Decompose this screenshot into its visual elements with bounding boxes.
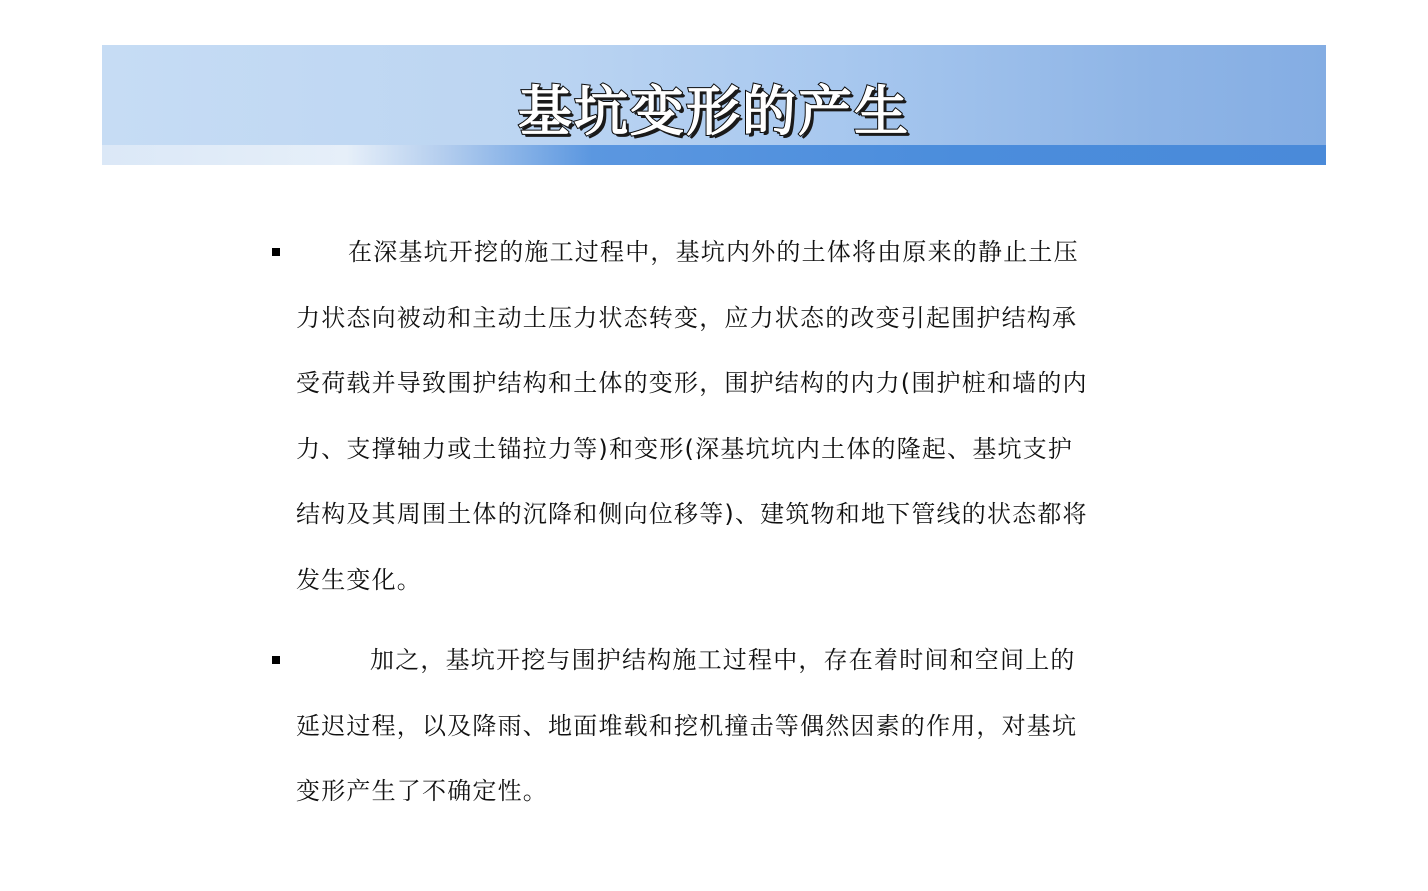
content-body <box>268 220 1088 840</box>
square-bullet-icon <box>272 656 280 664</box>
slide-title: 基坑变形的产生 <box>518 80 910 143</box>
bullet-text-1: 在深基坑开挖的施工过程中，基坑内外的土体将由原来的静止土压力状态向被动和主动土压力状态转变，应力状态的改变引起围护结构承受荷载并导致围护结构和土体的变形，围护结构的内力(围护桩和墙的内力、支撑轴力或土锚拉力等)和变形(深基坑坑内土体的隆起、基坑支护结构及其周围土体的沉降和侧向位移等)、建筑物和地下管线的状态都将发生变化。 <box>296 238 1088 594</box>
bullet-text-2: 加之，基坑开挖与围护结构施工过程中，存在着时间和空间上的延迟过程，以及降雨、地面堆载和挖机撞击等偶然因素的作用，对基坑变形产生了不确定性。 <box>296 646 1078 805</box>
bullet-paragraph-2 <box>268 628 1088 825</box>
bullet-paragraph-1 <box>268 220 1088 613</box>
square-bullet-icon <box>272 248 280 256</box>
